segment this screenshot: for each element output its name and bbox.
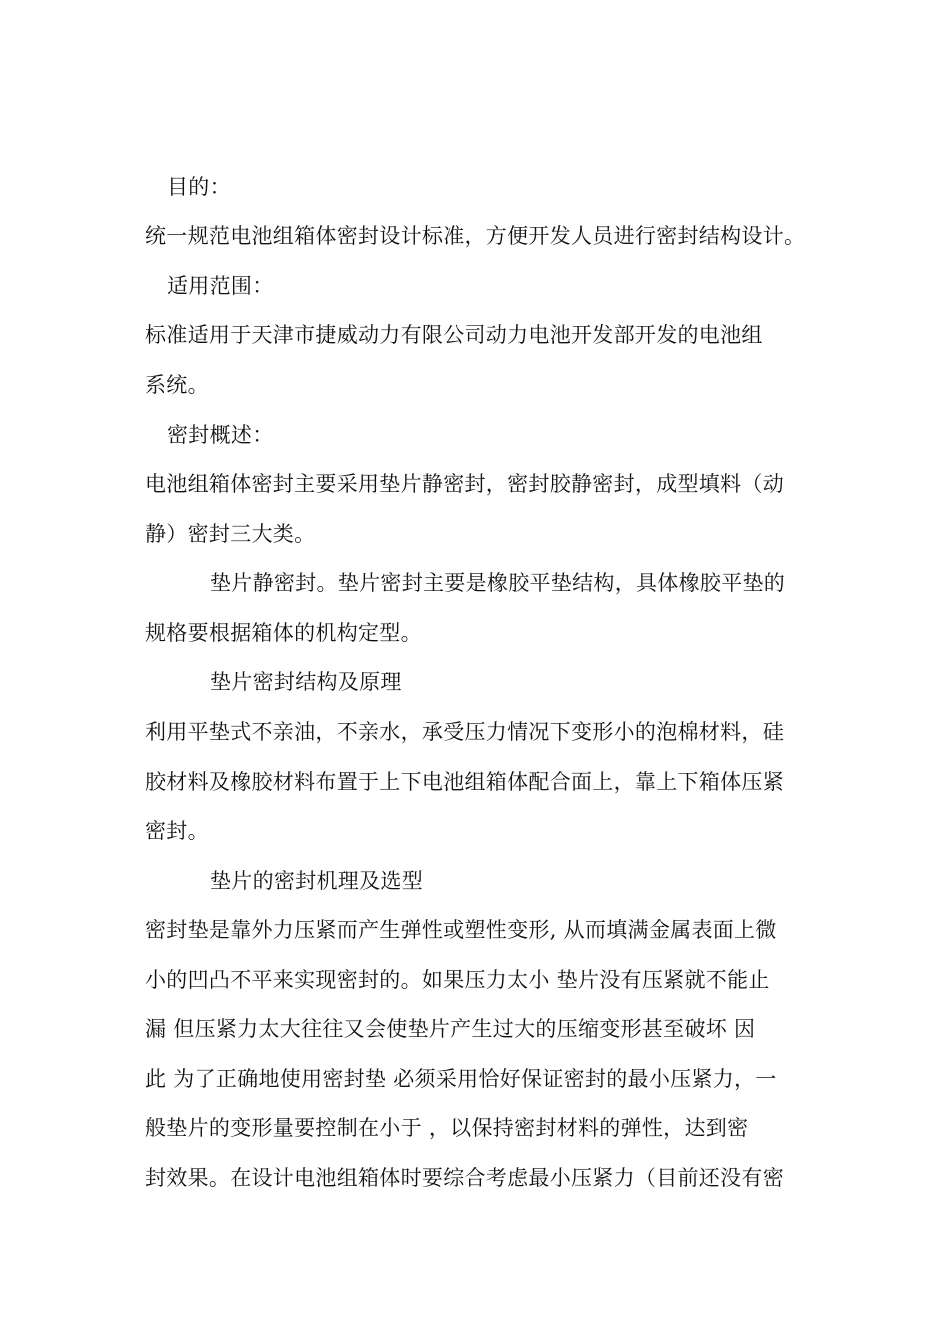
overview-text-line: 电池组箱体密封主要采用垫片静密封，密封胶静密封，成型填料（动 [145, 472, 784, 496]
structure-text-line: 胶材料及橡胶材料布置于上下电池组箱体配合面上，靠上下箱体压紧 [145, 770, 784, 794]
scope-text-line: 系统。 [145, 373, 209, 397]
mechanism-text-line: 此 为了正确地使用密封垫 必须采用恰好保证密封的最小压紧力，一 [145, 1067, 777, 1091]
mechanism-text-line: 漏 但压紧力太大往往又会使垫片产生过大的压缩变形甚至破坏 因 [145, 1017, 756, 1041]
structure-heading: 垫片密封结构及原理 [210, 670, 402, 694]
scope-heading: 适用范围： [167, 274, 274, 298]
structure-text-line: 利用平垫式不亲油，不亲水，承受压力情况下变形小的泡棉材料，硅 [145, 720, 784, 744]
purpose-heading: 目的： [167, 175, 231, 199]
overview-heading: 密封概述： [167, 423, 274, 447]
structure-text-line: 密封。 [145, 819, 209, 843]
mechanism-text-line: 密封垫是靠外力压紧而产生弹性或塑性变形, 从而填满金属表面上微 [145, 918, 777, 942]
mechanism-text-line: 封效果。在设计电池组箱体时要综合考虑最小压紧力（目前还没有密 [145, 1166, 784, 1190]
mechanism-text-line: 小的凹凸不平来实现密封的。如果压力太小 垫片没有压紧就不能止 [145, 968, 770, 992]
gasket-paragraph-line: 规格要根据箱体的机构定型。 [145, 621, 422, 645]
scope-text-line: 标准适用于天津市捷威动力有限公司动力电池开发部开发的电池组 [145, 323, 763, 347]
purpose-text: 统一规范电池组箱体密封设计标准，方便开发人员进行密封结构设计。 [145, 224, 806, 248]
gasket-paragraph-line: 垫片静密封。垫片密封主要是橡胶平垫结构，具体橡胶平垫的 [210, 571, 786, 595]
mechanism-text-line: 般垫片的变形量要控制在小于 ，以保持密封材料的弹性，达到密 [145, 1116, 749, 1140]
mechanism-heading: 垫片的密封机理及选型 [210, 869, 423, 893]
overview-text-line: 静）密封三大类。 [145, 522, 316, 546]
